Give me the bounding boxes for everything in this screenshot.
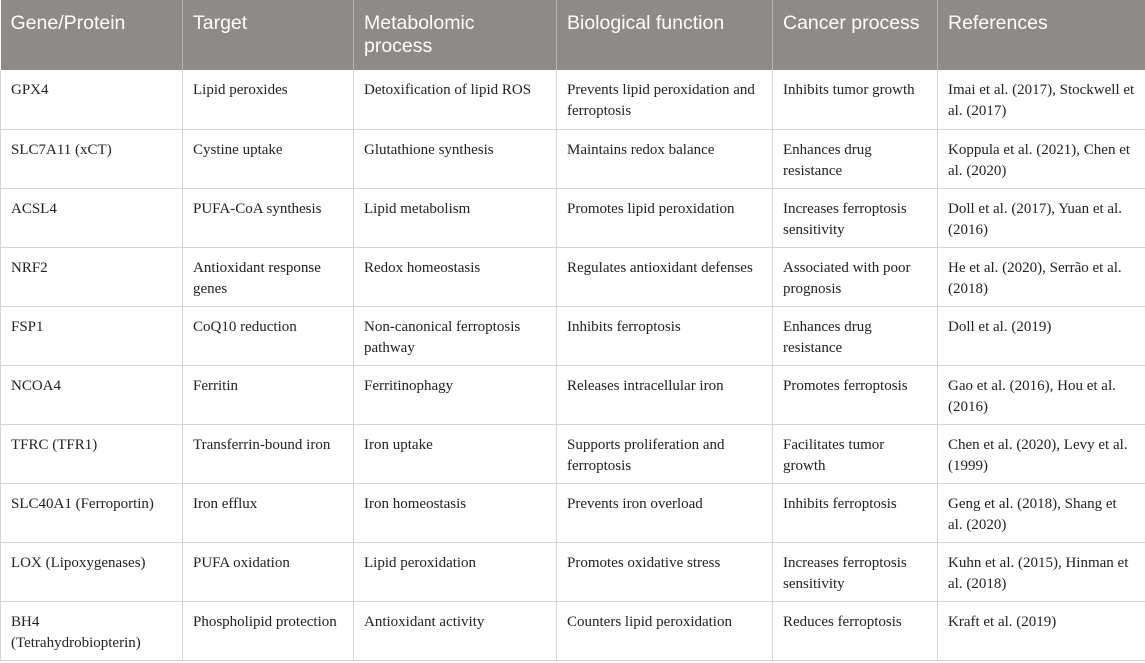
- header-target: Target: [183, 0, 354, 70]
- cell-biological-function: Promotes lipid peroxidation: [557, 188, 773, 247]
- cell-references: Doll et al. (2019): [938, 306, 1145, 365]
- cell-biological-function: Supports proliferation and ferroptosis: [557, 424, 773, 483]
- cell-metabolomic-process: Iron homeostasis: [354, 483, 557, 542]
- cell-cancer-process: Promotes ferroptosis: [773, 365, 938, 424]
- cell-biological-function: Prevents lipid peroxidation and ferroptosis: [557, 70, 773, 129]
- cell-biological-function: Releases intracellular iron: [557, 365, 773, 424]
- cell-metabolomic-process: Ferritinophagy: [354, 365, 557, 424]
- cell-target: Ferritin: [183, 365, 354, 424]
- cell-metabolomic-process: Lipid peroxidation: [354, 542, 557, 601]
- table-row: [1, 542, 1145, 601]
- header-biological-function: Biological function: [557, 0, 773, 70]
- cell-references: Chen et al. (2020), Levy et al. (1999): [938, 424, 1145, 483]
- cell-cancer-process: Reduces ferroptosis: [773, 601, 938, 660]
- cell-gene-protein: SLC7A11 (xCT): [1, 129, 183, 188]
- cell-biological-function: Counters lipid peroxidation: [557, 601, 773, 660]
- cell-cancer-process: Inhibits tumor growth: [773, 70, 938, 129]
- cell-gene-protein: LOX (Lipoxygenases): [1, 542, 183, 601]
- cell-references: Gao et al. (2016), Hou et al. (2016): [938, 365, 1145, 424]
- cell-references: Imai et al. (2017), Stockwell et al. (2017): [938, 70, 1145, 129]
- cell-metabolomic-process: Iron uptake: [354, 424, 557, 483]
- table-body: [1, 70, 1145, 660]
- header-gene-protein: Gene/Protein: [1, 0, 183, 70]
- cell-target: Transferrin-bound iron: [183, 424, 354, 483]
- cell-target: CoQ10 reduction: [183, 306, 354, 365]
- cell-references: Doll et al. (2017), Yuan et al. (2016): [938, 188, 1145, 247]
- table-row: [1, 247, 1145, 306]
- cell-metabolomic-process: Redox homeostasis: [354, 247, 557, 306]
- table-row: [1, 483, 1145, 542]
- cell-cancer-process: Facilitates tumor growth: [773, 424, 938, 483]
- cell-references: Kraft et al. (2019): [938, 601, 1145, 660]
- cell-cancer-process: Enhances drug resistance: [773, 306, 938, 365]
- table-row: [1, 365, 1145, 424]
- header-cancer-process: Cancer process: [773, 0, 938, 70]
- cell-target: Cystine uptake: [183, 129, 354, 188]
- cell-gene-protein: SLC40A1 (Ferroportin): [1, 483, 183, 542]
- cell-gene-protein: BH4 (Tetrahydrobiopterin): [1, 601, 183, 660]
- cell-biological-function: Prevents iron overload: [557, 483, 773, 542]
- header-row: [1, 0, 1145, 70]
- cell-target: Antioxidant response genes: [183, 247, 354, 306]
- cell-cancer-process: Increases ferroptosis sensitivity: [773, 542, 938, 601]
- cell-target: PUFA-CoA synthesis: [183, 188, 354, 247]
- cell-target: Iron efflux: [183, 483, 354, 542]
- table-row: [1, 601, 1145, 660]
- cell-biological-function: Maintains redox balance: [557, 129, 773, 188]
- cell-metabolomic-process: Detoxification of lipid ROS: [354, 70, 557, 129]
- cell-references: Koppula et al. (2021), Chen et al. (2020): [938, 129, 1145, 188]
- cell-cancer-process: Increases ferroptosis sensitivity: [773, 188, 938, 247]
- table-row: [1, 188, 1145, 247]
- cell-references: Geng et al. (2018), Shang et al. (2020): [938, 483, 1145, 542]
- cell-cancer-process: Inhibits ferroptosis: [773, 483, 938, 542]
- table-row: [1, 306, 1145, 365]
- cell-biological-function: Regulates antioxidant defenses: [557, 247, 773, 306]
- cell-gene-protein: NRF2: [1, 247, 183, 306]
- cell-cancer-process: Enhances drug resistance: [773, 129, 938, 188]
- header-metabolomic-process: Metabolomic process: [354, 0, 557, 70]
- header-references: References: [948, 12, 1048, 34]
- cell-metabolomic-process: Antioxidant activity: [354, 601, 557, 660]
- cell-target: Lipid peroxides: [183, 70, 354, 129]
- cell-biological-function: Inhibits ferroptosis: [557, 306, 773, 365]
- cell-references: He et al. (2020), Serrão et al. (2018): [938, 247, 1145, 306]
- cell-metabolomic-process: Non-canonical ferroptosis pathway: [354, 306, 557, 365]
- cell-gene-protein: NCOA4: [1, 365, 183, 424]
- cell-metabolomic-process: Glutathione synthesis: [354, 129, 557, 188]
- table-row: [1, 70, 1145, 129]
- cell-metabolomic-process: Lipid metabolism: [354, 188, 557, 247]
- table-header: [1, 0, 1145, 70]
- cell-target: Phospholipid protection: [183, 601, 354, 660]
- cell-target: PUFA oxidation: [183, 542, 354, 601]
- cell-gene-protein: TFRC (TFR1): [1, 424, 183, 483]
- cell-gene-protein: FSP1: [1, 306, 183, 365]
- cell-references: Kuhn et al. (2015), Hinman et al. (2018): [938, 542, 1145, 601]
- cell-gene-protein: GPX4: [1, 70, 183, 129]
- table-row: [1, 129, 1145, 188]
- cell-gene-protein: ACSL4: [1, 188, 183, 247]
- table-row: [1, 424, 1145, 483]
- cell-biological-function: Promotes oxidative stress: [557, 542, 773, 601]
- cell-cancer-process: Associated with poor prognosis: [773, 247, 938, 306]
